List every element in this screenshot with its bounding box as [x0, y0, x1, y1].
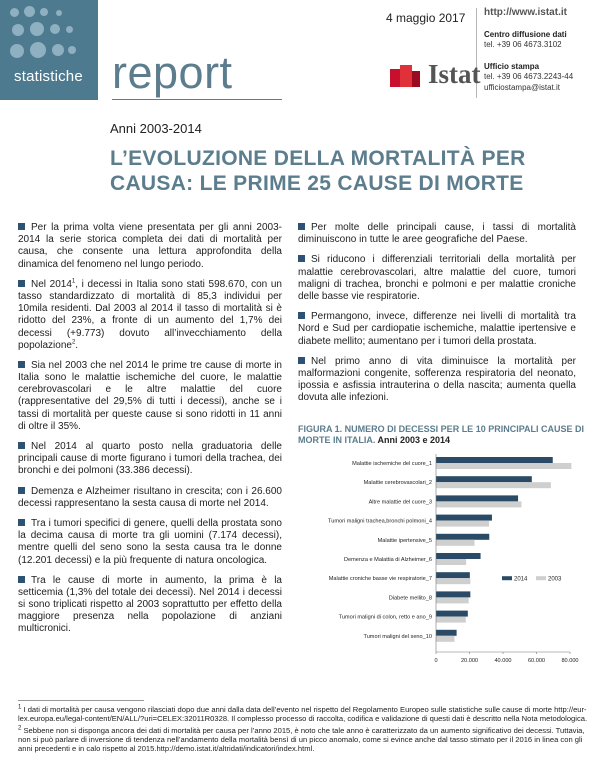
title-line-1: L’EVOLUZIONE DELLA MORTALITÀ PER — [110, 147, 526, 170]
figure-caption — [298, 424, 588, 446]
bullet-icon — [298, 357, 305, 364]
centro-contact — [484, 30, 567, 51]
legend-label-2014: 2014 — [514, 576, 528, 583]
bar-2014 — [436, 534, 489, 540]
category-label: Malattie ipertensive_5 — [377, 537, 432, 544]
org-name: Istat — [428, 59, 481, 89]
series-label: statistiche — [14, 68, 83, 85]
title-line-2: CAUSA: LE PRIME 25 CAUSE DI MORTE — [110, 172, 524, 196]
footnotes — [18, 705, 590, 755]
summary-paragraph-6: Tra i tumori specifici di genere, quelli della prostata sono la decima causa di morte tra gli uomini (7.174 decessi), mentre quelli del seno sono la sesta causa tra le donne (12.201 decessi) e la più frequente di natura oncologica. — [18, 517, 282, 566]
figure-title: FIGURA 1. NUMERO DI DECESSI PER LE 10 PRINCIPALI CAUSE DI MORTE IN ITALIA. — [298, 424, 585, 445]
bar-2003 — [436, 482, 551, 488]
summary-paragraph-1: Per la prima volta viene presentata per gli anni 2003-2014 la serie storica completa dei dati di mortalità per causa, che consente una lettura approfondita della dinamica del fenomeno nel lungo periodo. — [18, 222, 282, 270]
bar-2014 — [436, 515, 492, 521]
bullet-icon — [298, 223, 305, 230]
category-label: Altre malattie del cuore_3 — [368, 499, 432, 506]
bar-2014 — [436, 457, 553, 463]
x-tick-label: 0 — [434, 658, 438, 664]
bar-2014 — [436, 553, 481, 559]
x-tick-label: 40.000 — [494, 658, 512, 664]
legend-swatch-2003 — [536, 576, 546, 580]
bar-2003 — [436, 463, 571, 469]
series-logo — [0, 0, 98, 100]
bar-2014 — [436, 572, 470, 578]
bar-2014 — [436, 495, 518, 501]
footnote-1: $^1$ I dati di mortalità per causa vengono rilasciati dopo due anni dalla data dell’evento nel rispetto del Regolamento Europeo sulle statistiche sulle cause di morte http://eur-lex.europa.eu/legal-content/EN/ALL/?uri=CELEX:32011R0328. Il complesso processo di raccolta, codifica e validazione di questi dati è descritto nella Nota metodologica. — [18, 704, 588, 724]
ufficio-name: Ufficio stampa — [484, 62, 540, 71]
bullet-icon — [18, 442, 25, 449]
category-label: Tumori maligni del seno_10 — [363, 633, 432, 640]
bullet-icon — [18, 223, 25, 230]
page-title — [110, 146, 550, 196]
ufficio-email[interactable]: ufficiostampa@istat.it — [484, 82, 561, 92]
ufficio-contact — [484, 62, 573, 93]
bullet-icon — [18, 487, 25, 494]
summary-paragraph-2: Nel 2014$^1$, i decessi in Italia sono stati 598.670, con un tasso standardizzato di mortalità di 85,3 individui per 10mila residenti. Dal 2003 al 2014 il tasso di mortalità si è ridotto del 23%, a fronte di un aumento del 1,7% dei decessi (+9.773) dovuto all’invecchiamento della popolazione$^2$. — [18, 278, 282, 351]
figure-subtitle: Anni 2003 e 2014 — [377, 434, 451, 445]
x-tick-label: 20.000 — [460, 658, 479, 664]
category-label: Tumori maligni di colon, retto e ano_9 — [338, 614, 432, 621]
website-link[interactable]: http://www.istat.it — [484, 7, 567, 18]
bar-2014 — [436, 611, 468, 617]
footnote-ref-1[interactable]: 1 — [71, 278, 76, 285]
legend-swatch-2014 — [502, 576, 512, 580]
summary-paragraph-4: Nel 2014 al quarto posto nella graduatoria delle principali cause di morte figurano i tumori della trachea, dei bronchi e dei polmoni (33.386 decessi). — [18, 441, 282, 477]
right-column — [298, 222, 576, 412]
bar-2003 — [436, 501, 521, 507]
category-label: Malattie croniche basse vie respiratorie_7 — [328, 576, 432, 583]
summary-paragraph-3: Sia nel 2003 che nel 2014 le prime tre cause di morte in Italia sono le malattie ischemiche del cuore, le malattie cerebrovascolari e le altre malattie del cuore (rappresentative del 29,5% di tutti i decessi), anche se i tassi di mortalità per queste cause si sono ridotti in 11 anni di oltre il 35%. — [18, 359, 282, 432]
summary-paragraph-10: Permangono, invece, differenze nei livelli di mortalità tra Nord e Sud per cardiopatie ischemiche, malattie ipertensive e diabete mellito; aumentano per i tumori della prostata. — [298, 311, 576, 347]
bar-2003 — [436, 597, 469, 603]
bullet-icon — [18, 576, 25, 583]
mortality-bar-chart — [296, 450, 596, 680]
bar-2003 — [436, 521, 489, 527]
footnote-ref-2[interactable]: 2 — [71, 339, 76, 346]
summary-paragraph-7: Tra le cause di morte in aumento, la prima è la setticemia (1,3% del totale dei decessi). Nel 2014 i decessi si sono triplicati rispetto al 2003 soprattutto per effetto della maggiore presenza nella popolazione di anziani multicronici. — [18, 574, 282, 635]
bullet-icon — [298, 312, 305, 319]
bar-2003 — [436, 540, 475, 546]
legend-label-2003: 2003 — [548, 576, 562, 583]
category-label: Demenza e Malattia di Alzheimer_6 — [344, 557, 432, 563]
centro-name: Centro diffusione dati — [484, 30, 567, 39]
publication-date: 4 maggio 2017 — [386, 11, 466, 25]
x-tick-label: 60.000 — [527, 658, 546, 664]
period-subtitle: Anni 2003-2014 — [110, 121, 202, 136]
bar-2014 — [436, 476, 532, 482]
category-label: Malattie ischemiche del cuore_1 — [352, 461, 432, 467]
footnote-2: $^2$ Sebbene non si disponga ancora dei dati di mortalità per causa per l’anno 2015, è noto che tale anno è caratterizzato da un aumento significativo dei decessi. Tuttavia, non si può parlare di inversione di tendenza nell’andamento della mortalità bensì di un picco anomalo, come si evince anche dal tasso stimato per il 2016 in linea con gli anni precedenti e in calo rispetto al 2015.http://demo.istat.it/altridati/indicatori/index.html. — [18, 724, 585, 753]
summary-paragraph-11: Nel primo anno di vita diminuisce la mortalità per malformazioni congenite, sofferenza respiratoria del neonato, ipossia e asfissia intrauterina o della nascita; aumenta quella dovuta alle infezioni. — [298, 355, 576, 404]
summary-paragraph-9: Si riducono i differenziali territoriali della mortalità per malattie cerebrovascolari, altre malattie del cuore, tumori maligni di trachea, bronchi e polmoni e per malattie croniche delle basse vie respiratorie. — [298, 254, 576, 302]
bullet-icon — [18, 361, 25, 368]
ufficio-phone: tel. +39 06 4673.2243-44 — [484, 72, 574, 82]
bullet-icon — [18, 280, 25, 287]
centro-phone: tel. +39 06 4673.3102 — [484, 40, 562, 50]
bullet-icon — [18, 519, 25, 526]
bar-2003 — [436, 636, 454, 642]
bar-2014 — [436, 591, 470, 597]
logo-dots-pattern — [6, 4, 76, 72]
istat-logo-icon — [388, 63, 428, 89]
category-label: Tumori maligni trachea,bronchi polmoni_4 — [328, 518, 432, 525]
bullet-icon — [298, 255, 305, 262]
summary-paragraph-5: Demenza e Alzheimer risultano in crescita; con i 26.600 decessi rappresentano la sesta causa di morte nel 2014. — [18, 485, 282, 509]
report-underline — [112, 99, 282, 100]
bar-2014 — [436, 630, 457, 636]
report-title: report — [112, 47, 233, 98]
bar-2003 — [436, 559, 466, 565]
summary-paragraph-8: Per molte delle principali cause, i tassi di mortalità diminuiscono in tutte le aree geografiche del Paese. — [298, 222, 576, 246]
category-label: Malattie cerebrovascolari_2 — [363, 480, 432, 487]
footnote-divider — [18, 700, 144, 701]
left-column — [18, 222, 282, 644]
category-label: Diabete mellito_8 — [388, 595, 432, 602]
bar-2003 — [436, 617, 466, 623]
x-tick-label: 80.000 — [561, 658, 579, 664]
bar-2003 — [436, 578, 470, 584]
